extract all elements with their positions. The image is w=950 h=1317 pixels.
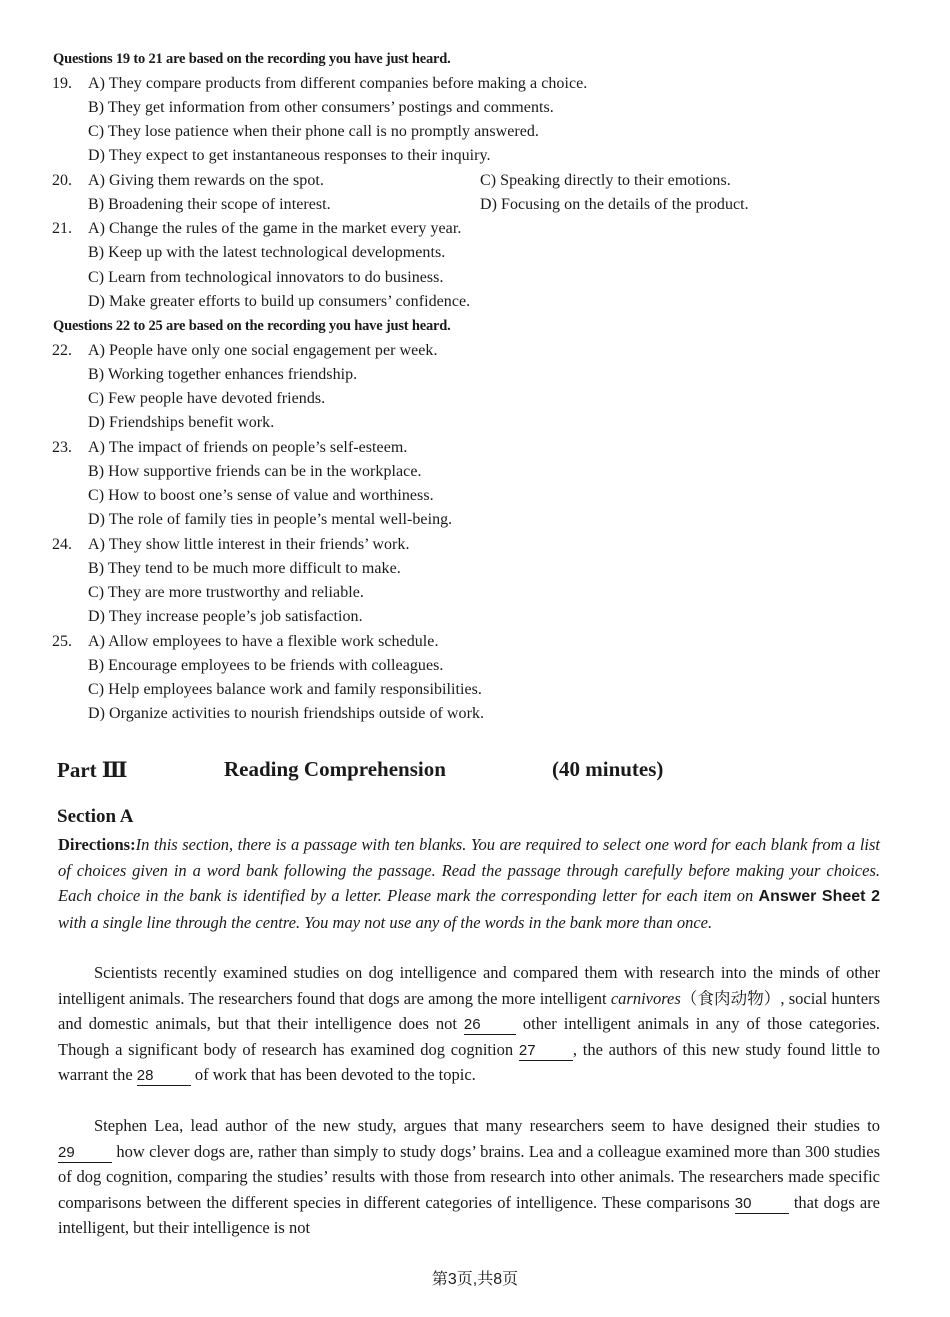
directions-text-2: with a single line through the centre. You may not use any of the words in the bank more than once. — [58, 912, 713, 932]
question-number-21: 21. — [52, 220, 72, 237]
question-number-24: 24. — [52, 536, 72, 553]
passage-text: , the authors of this new study found little to warrant the — [58, 1039, 880, 1085]
option-19-b: B) They get information from other consumers’ postings and comments. — [88, 99, 554, 116]
blank-28[interactable]: 28 — [137, 1067, 191, 1086]
option-22-a: A) People have only one social engagement per week. — [88, 342, 438, 359]
option-24-d: D) They increase people’s job satisfaction. — [88, 608, 363, 625]
directions-text-1: In this section, there is a passage with ten blanks. You are required to select one word for each blank from a list of choices given in a word bank following the passage. Read the passage through carefully before making your choices. Each choice in the bank is identified by a letter. Please mark the corresponding letter for each item on — [58, 835, 880, 906]
option-20-c: C) Speaking directly to their emotions. — [480, 172, 731, 189]
option-25-d: D) Organize activities to nourish friendships outside of work. — [88, 705, 485, 722]
option-23-d: D) The role of family ties in people’s mental well-being. — [88, 511, 453, 528]
option-23-c: C) How to boost one’s sense of value and worthiness. — [88, 487, 434, 504]
passage-text: Scientists recently examined studies on dog intelligence and compared them with research into the minds of other intelligent animals. The researchers found that dogs are among the more intelligent — [58, 963, 880, 1008]
option-21-c: C) Learn from technological innovators to do business. — [88, 269, 444, 286]
option-24-a: A) They show little interest in their friends’ work. — [88, 536, 410, 553]
question-number-19: 19. — [52, 75, 72, 92]
passage-text: （食肉动物）, social hunters and domestic animals, but that their intelligence does not — [58, 988, 880, 1034]
option-19-a: A) They compare products from different companies before making a choice. — [88, 75, 588, 92]
question-number-23: 23. — [52, 439, 72, 456]
passage-text: how clever dogs are, rather than simply to study dogs’ brains. Lea and a colleague examined more than 300 studies of dog cognition, comparing the studies’ results with those from research into other animals. The researchers made specific comparisons between the different species in different categories of intelligence. These comparisons — [58, 1141, 880, 1212]
passage-text: of work that has been devoted to the topic. — [190, 1065, 476, 1085]
questions-22-25-heading: Questions 22 to 25 are based on the recording you have just heard. — [53, 318, 451, 334]
option-20-a: A) Giving them rewards on the spot. — [88, 172, 324, 189]
option-22-c: C) Few people have devoted friends. — [88, 390, 326, 407]
questions-19-21-heading: Questions 19 to 21 are based on the recording you have just heard. — [53, 51, 451, 67]
directions-paragraph — [58, 832, 880, 935]
option-22-d: D) Friendships benefit work. — [88, 414, 275, 431]
question-number-20: 20. — [52, 172, 72, 189]
option-19-d: D) They expect to get instantaneous responses to their inquiry. — [88, 147, 491, 164]
passage-text: Stephen Lea, lead author of the new study, argues that many researchers seem to have designed their studies to — [94, 1116, 880, 1135]
option-22-b: B) Working together enhances friendship. — [88, 366, 358, 383]
blank-30[interactable]: 30 — [735, 1195, 789, 1214]
option-23-a: A) The impact of friends on people’s self-esteem. — [88, 439, 408, 456]
passage-paragraph-1 — [58, 960, 880, 1088]
option-24-c: C) They are more trustworthy and reliable. — [88, 584, 364, 601]
answer-sheet-label: Answer Sheet 2 — [758, 888, 880, 906]
question-number-25: 25. — [52, 633, 72, 650]
blank-29[interactable]: 29 — [58, 1144, 112, 1163]
option-20-b: B) Broadening their scope of interest. — [88, 196, 331, 213]
option-21-d: D) Make greater efforts to build up consumers’ confidence. — [88, 293, 471, 310]
question-number-22: 22. — [52, 342, 72, 359]
option-23-b: B) How supportive friends can be in the workplace. — [88, 463, 422, 480]
part-time: (40 minutes) — [552, 757, 664, 781]
part-title: Reading Comprehension — [224, 757, 446, 781]
part-label: Part Ⅲ — [57, 758, 128, 782]
page-indicator: 第3页,共8页 — [431, 1271, 519, 1288]
option-21-a: A) Change the rules of the game in the market every year. — [88, 220, 462, 237]
blank-27[interactable]: 27 — [519, 1042, 573, 1061]
option-24-b: B) They tend to be much more difficult to make. — [88, 560, 401, 577]
passage-text: that dogs are intelligent, but their intelligence is not — [58, 1192, 880, 1238]
directions-label: Directions: — [58, 835, 136, 854]
section-a-title: Section A — [57, 806, 134, 827]
blank-26[interactable]: 26 — [464, 1016, 516, 1035]
option-20-d: D) Focusing on the details of the product. — [480, 196, 749, 213]
carnivores-term: carnivores — [610, 988, 681, 1008]
passage-paragraph-2 — [58, 1113, 880, 1241]
passage-text: other intelligent animals in any of those categories. Though a significant body of research has examined dog cognition — [58, 1014, 880, 1059]
option-25-c: C) Help employees balance work and family responsibilities. — [88, 681, 482, 698]
option-25-b: B) Encourage employees to be friends with colleagues. — [88, 657, 444, 674]
option-21-b: B) Keep up with the latest technological developments. — [88, 244, 446, 261]
option-19-c: C) They lose patience when their phone call is no promptly answered. — [88, 123, 539, 140]
option-25-a: A) Allow employees to have a flexible work schedule. — [88, 633, 439, 650]
